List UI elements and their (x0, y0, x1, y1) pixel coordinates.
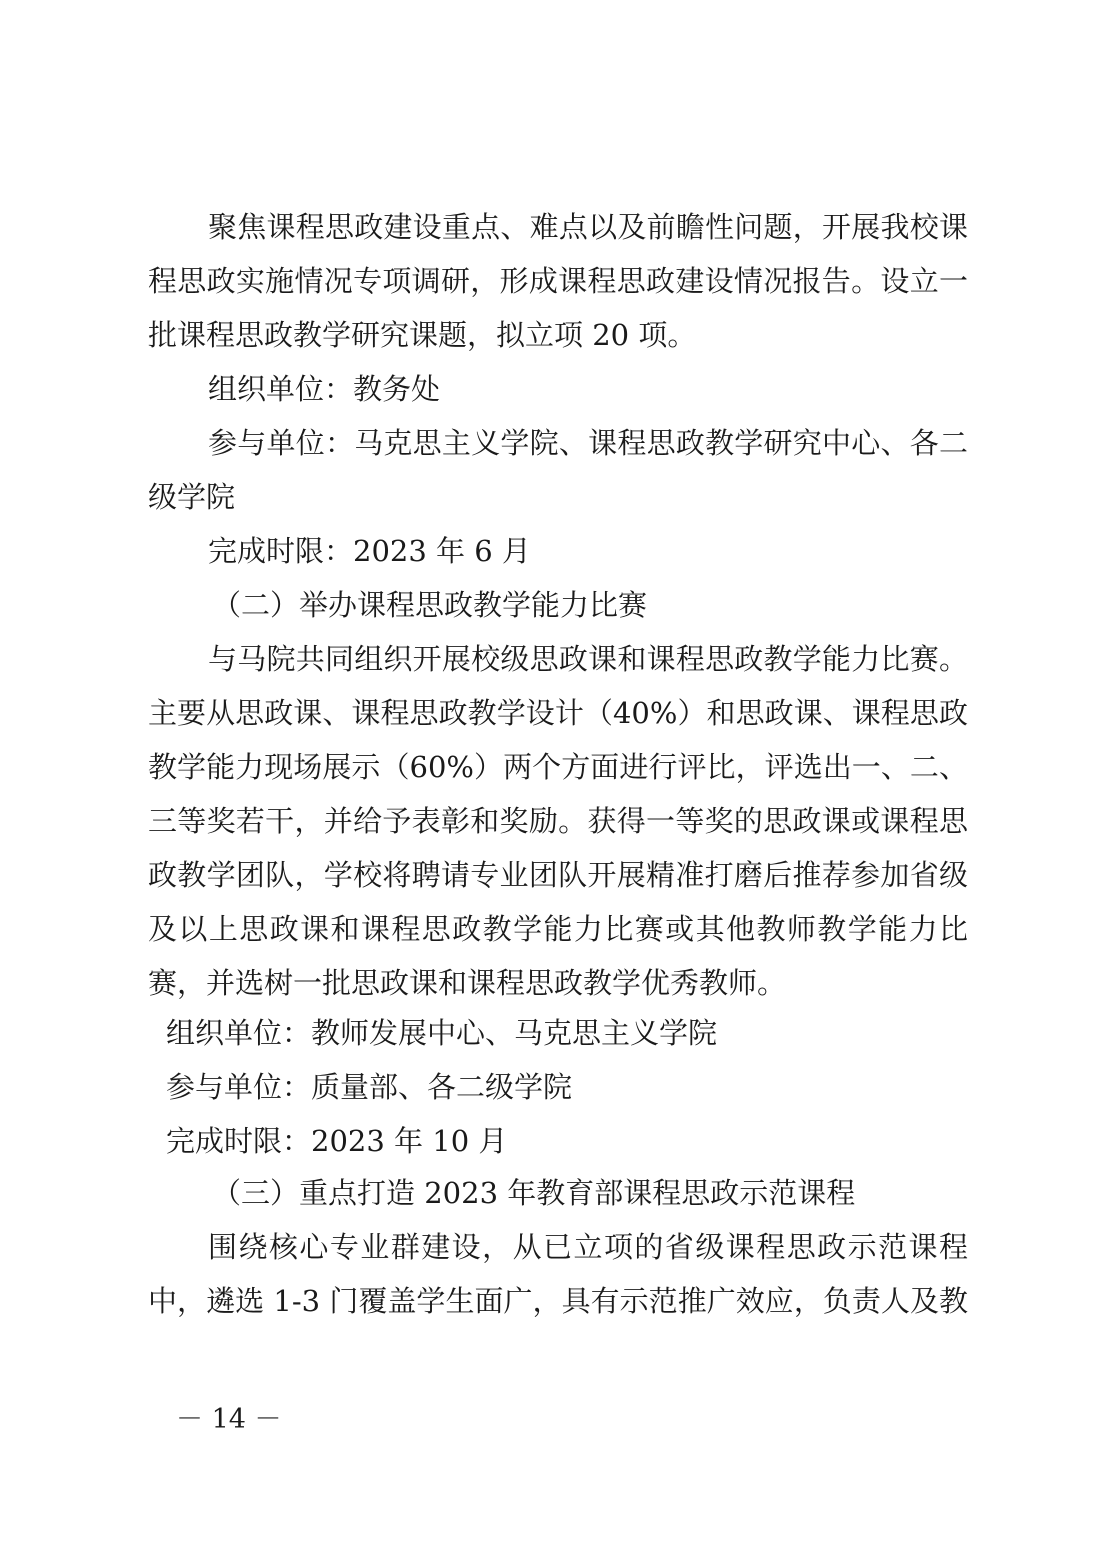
page-number: － 14 － (176, 1404, 282, 1435)
paragraph2-line6: 及以上思政课和课程思政教学能力比赛或其他教师教学能力比 (148, 912, 968, 946)
section1-participants-line2: 级学院 (148, 480, 236, 514)
section2-participants: 参与单位：质量部、各二级学院 (166, 1070, 573, 1104)
section1-org: 组织单位：教务处 (208, 372, 441, 406)
paragraph1-line2: 程思政实施情况专项调研，形成课程思政建设情况报告。设立一 (148, 264, 968, 298)
paragraph2-line1: 与马院共同组织开展校级思政课和课程思政教学能力比赛。 (208, 642, 968, 676)
section2-org: 组织单位：教师发展中心、马克思主义学院 (166, 1016, 718, 1050)
paragraph2-line5: 政教学团队，学校将聘请专业团队开展精准打磨后推荐参加省级 (148, 858, 968, 892)
paragraph3-line2: 中，遴选 1-3 门覆盖学生面广，具有示范推广效应，负责人及教 (148, 1284, 968, 1318)
section1-deadline: 完成时限：2023 年 6 月 (208, 534, 531, 568)
paragraph1-line3: 批课程思政教学研究课题，拟立项 20 项。 (148, 318, 697, 352)
paragraph2-line7: 赛，并选树一批思政课和课程思政教学优秀教师。 (148, 966, 787, 1000)
paragraph2-line4: 三等奖若干，并给予表彰和奖励。获得一等奖的思政课或课程思 (148, 804, 968, 838)
paragraph3-line1: 围绕核心专业群建设，从已立项的省级课程思政示范课程 (208, 1230, 968, 1264)
heading-section-3: （三）重点打造 2023 年教育部课程思政示范课程 (212, 1176, 856, 1210)
heading-section-2: （二）举办课程思政教学能力比赛 (212, 588, 648, 622)
section2-deadline: 完成时限：2023 年 10 月 (166, 1124, 508, 1158)
section1-participants-line1: 参与单位：马克思主义学院、课程思政教学研究中心、各二 (208, 426, 968, 460)
paragraph1-line1: 聚焦课程思政建设重点、难点以及前瞻性问题，开展我校课 (208, 210, 968, 244)
paragraph2-line2: 主要从思政课、课程思政教学设计（40%）和思政课、课程思政 (148, 696, 968, 730)
paragraph2-line3: 教学能力现场展示（60%）两个方面进行评比，评选出一、二、 (148, 750, 968, 784)
